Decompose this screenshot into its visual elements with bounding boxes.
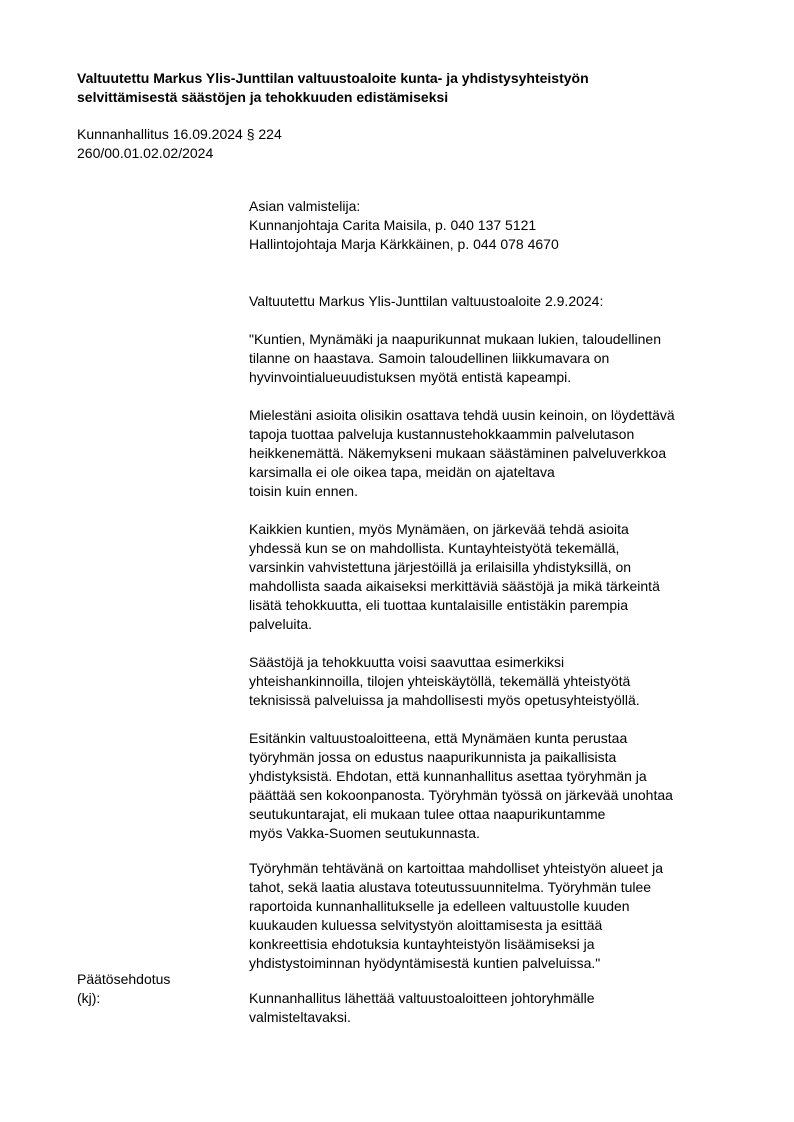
paragraph-line: varsinkin vahvistettuna järjestöillä ja erilaisilla yhdistyksillä, on bbox=[249, 559, 632, 575]
paragraph-line: myös Vakka-Suomen seutukunnasta. bbox=[249, 825, 480, 841]
decision-proposal-text bbox=[249, 989, 729, 1027]
paragraph-line: Työryhmän tehtävänä on kartoittaa mahdolliset yhteistyön alueet ja bbox=[249, 860, 664, 876]
paragraph-line: raportoida kunnanhallitukselle ja edelleen valtuustolle kuuden bbox=[249, 898, 630, 914]
preparer-line: Hallintojohtaja Marja Kärkkäinen, p. 044 078 4670 bbox=[249, 236, 559, 252]
preparers-block bbox=[249, 197, 749, 254]
meeting-meta bbox=[77, 125, 282, 163]
decision-label-line: (kj): bbox=[77, 990, 101, 1006]
paragraph-line: Esitänkin valtuustoaloitteena, että Mynämäen kunta perustaa bbox=[249, 730, 628, 746]
paragraph bbox=[249, 330, 749, 387]
title-line: Valtuutettu Markus Ylis-Junttilan valtuustoaloite kunta- ja yhdistysyhteistyön bbox=[77, 70, 589, 86]
meeting-reference: Kunnanhallitus 16.09.2024 § 224 bbox=[77, 126, 282, 142]
paragraph-line: toisin kuin ennen. bbox=[249, 483, 358, 499]
paragraph-line: palveluita. bbox=[249, 616, 313, 632]
paragraph bbox=[249, 406, 749, 501]
paragraph-line: tilanne on haastava. Samoin taloudellinen liikkumavara on bbox=[249, 350, 610, 366]
paragraph-line: mahdollista saada aikaiseksi merkittäviä säästöjä ja mikä tärkeintä bbox=[249, 578, 660, 594]
record-id: 260/00.01.02.02/2024 bbox=[77, 145, 214, 161]
paragraph-line: karsimalla ei ole oikea tapa, meidän on ajateltava bbox=[249, 464, 555, 480]
paragraph-line: yhdessä kun se on mahdollista. Kuntayhteistyötä tekemällä, bbox=[249, 540, 620, 556]
initiative-intro bbox=[249, 292, 749, 311]
decision-text-line: Kunnanhallitus lähettää valtuustoaloitteen johtoryhmälle bbox=[249, 990, 595, 1006]
initiative-intro-text: Valtuutettu Markus Ylis-Junttilan valtuustoaloite 2.9.2024: bbox=[249, 293, 604, 309]
paragraph-line: Mielestäni asioita olisikin osattava tehdä uusin keinoin, on löydettävä bbox=[249, 407, 675, 423]
document-title bbox=[77, 69, 757, 107]
paragraph-line: Säästöjä ja tehokkuutta voisi saavuttaa esimerkiksi bbox=[249, 654, 565, 670]
paragraph-line: tapoja tuottaa palveluja kustannustehokkaammin palvelutason bbox=[249, 426, 635, 442]
paragraph-line: hyvinvointialueuudistuksen myötä entistä kapeampi. bbox=[249, 369, 572, 385]
paragraph-line: yhteishankinnoilla, tilojen yhteiskäytöllä, tekemällä yhteistyötä bbox=[249, 673, 631, 689]
paragraph bbox=[249, 859, 749, 973]
paragraph bbox=[249, 653, 749, 710]
paragraph-line: työryhmän jossa on edustus naapurikunnista ja paikallisista bbox=[249, 749, 617, 765]
paragraph-line: kuukauden kuluessa selvitystyön aloittamisesta ja esittää bbox=[249, 917, 603, 933]
paragraph-line: yhdistystoiminnan hyödyntämisestä kuntien palveluissa." bbox=[249, 955, 601, 971]
paragraph-line: yhdistyksistä. Ehdotan, että kunnanhallitus asettaa työryhmän ja bbox=[249, 768, 647, 784]
document-body bbox=[249, 197, 749, 973]
paragraph-line: tahot, sekä laatia alustava toteutussuunnitelma. Työryhmän tulee bbox=[249, 879, 652, 895]
paragraph-line: päättää sen kokoonpanosta. Työryhmän työssä on järkevää unohtaa bbox=[249, 787, 673, 803]
decision-proposal-label bbox=[77, 970, 170, 1008]
paragraph-line: teknisissä palveluissa ja mahdollisesti myös opetusyhteistyöllä. bbox=[249, 692, 640, 708]
paragraph-line: konkreettisia ehdotuksia kuntayhteistyön lisäämiseksi ja bbox=[249, 936, 595, 952]
paragraph-line: heikkenemättä. Näkemykseni mukaan säästäminen palveluverkkoa bbox=[249, 445, 667, 461]
paragraph bbox=[249, 729, 749, 843]
paragraph-line: "Kuntien, Mynämäki ja naapurikunnat mukaan lukien, taloudellinen bbox=[249, 331, 662, 347]
preparers-heading: Asian valmistelija: bbox=[249, 198, 361, 214]
preparer-line: Kunnanjohtaja Carita Maisila, p. 040 137 5121 bbox=[249, 217, 537, 233]
paragraph bbox=[249, 520, 749, 634]
paragraph-line: seutukuntarajat, eli mukaan tulee ottaa naapurikuntamme bbox=[249, 806, 606, 822]
decision-label-line: Päätösehdotus bbox=[77, 971, 171, 987]
paragraph-line: lisätä tehokkuutta, eli tuottaa kuntalaisille entistäkin parempia bbox=[249, 597, 628, 613]
title-line: selvittämisestä säästöjen ja tehokkuuden edistämiseksi bbox=[77, 89, 449, 105]
paragraph-line: Kaikkien kuntien, myös Mynämäen, on järkevää tehdä asioita bbox=[249, 521, 629, 537]
decision-text-line: valmisteltavaksi. bbox=[249, 1009, 351, 1025]
